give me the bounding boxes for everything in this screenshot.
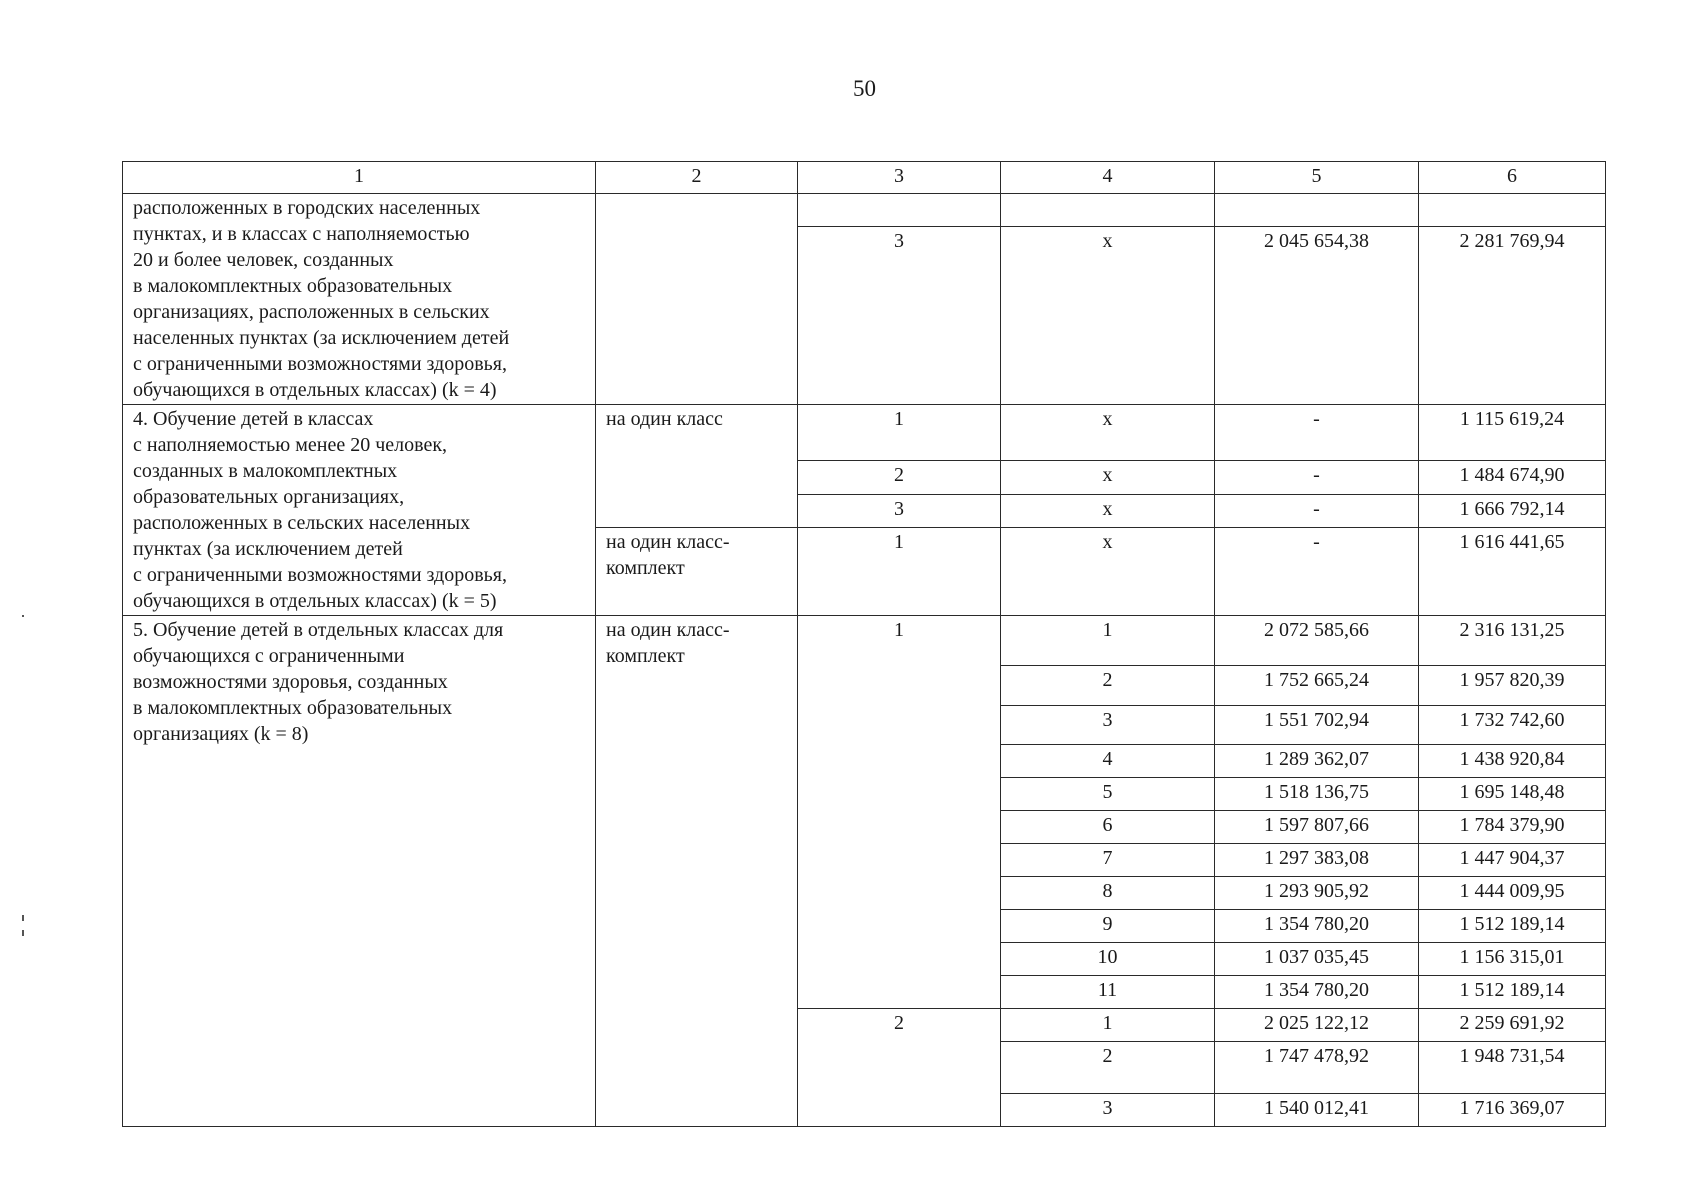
section-k8-col6: 1 957 820,39 — [1419, 666, 1606, 706]
section-k8-col5: 2 072 585,66 — [1215, 616, 1419, 666]
section-k5-unit-class: на один класс — [596, 405, 798, 528]
section-k8-col5: 1 037 035,45 — [1215, 943, 1419, 976]
header-col-2: 2 — [596, 162, 798, 194]
section-k8-col4: 10 — [1001, 943, 1215, 976]
scan-speck — [22, 930, 24, 936]
section-k5-unit-complex: на один класс- комплект — [596, 528, 798, 616]
page-number: 50 — [853, 76, 876, 101]
section-k5-col6: 1 666 792,14 — [1419, 494, 1606, 528]
section-k5-col6: 1 115 619,24 — [1419, 405, 1606, 461]
scan-speck — [22, 915, 24, 921]
section-k8-col4: 8 — [1001, 877, 1215, 910]
header-col-3: 3 — [798, 162, 1001, 194]
section-k8-col4: 9 — [1001, 910, 1215, 943]
table-row — [123, 405, 1606, 461]
section-k4-description: расположенных в городских населенных пунктах, и в классах с наполняемостью 20 и более человек, созданных в малокомплектных образовательных организациях, расположенных в сельских населенных пунктах (за исключением детей с ограниченными возможностями здоровья, обучающихся в отдельных классах) (k = 4) — [123, 194, 596, 405]
dash-cell: - — [1215, 528, 1419, 616]
section-k8-col5: 1 752 665,24 — [1215, 666, 1419, 706]
section-k8-col6: 1 716 369,07 — [1419, 1094, 1606, 1127]
section-k8-col6: 1 948 731,54 — [1419, 1042, 1606, 1094]
section-k8-col6: 2 259 691,92 — [1419, 1009, 1606, 1042]
section-k8-col4: 6 — [1001, 811, 1215, 844]
section-k5-col3: 1 — [798, 528, 1001, 616]
dash-cell: - — [1215, 405, 1419, 461]
empty-cell — [798, 194, 1001, 227]
section-k8-col5: 1 354 780,20 — [1215, 910, 1419, 943]
section-k8-col5: 1 518 136,75 — [1215, 778, 1419, 811]
table-row — [123, 194, 1606, 227]
header-col-5: 5 — [1215, 162, 1419, 194]
empty-cell — [1001, 194, 1215, 227]
section-k8-unit: на один класс- комплект — [596, 616, 798, 1127]
header-col-6: 6 — [1419, 162, 1606, 194]
section-k8-col5: 1 293 905,92 — [1215, 877, 1419, 910]
table-row — [123, 616, 1606, 666]
section-k8-col4: 7 — [1001, 844, 1215, 877]
section-k8-description: 5. Обучение детей в отдельных классах для обучающихся с ограниченными возможностями здоровья, созданных в малокомплектных образовательных организациях (k = 8) — [123, 616, 596, 1127]
section-k8-group-1: 1 — [798, 616, 1001, 1009]
section-k8-col4: 4 — [1001, 745, 1215, 778]
section-k8-col6: 1 444 009,95 — [1419, 877, 1606, 910]
section-k8-col5: 1 597 807,66 — [1215, 811, 1419, 844]
empty-cell — [1215, 194, 1419, 227]
section-k4-col3: 3 — [798, 227, 1001, 405]
section-k5-col3: 2 — [798, 461, 1001, 495]
section-k8-col6: 1 695 148,48 — [1419, 778, 1606, 811]
tariff-table — [122, 161, 1606, 1127]
header-col-4: 4 — [1001, 162, 1215, 194]
section-k8-col5: 1 354 780,20 — [1215, 976, 1419, 1009]
x-mark: x — [1001, 227, 1215, 405]
section-k8-col6: 1 732 742,60 — [1419, 706, 1606, 745]
section-k8-col6: 1 438 920,84 — [1419, 745, 1606, 778]
section-k5-col6: 1 484 674,90 — [1419, 461, 1606, 495]
section-k8-col5: 2 025 122,12 — [1215, 1009, 1419, 1042]
section-k8-col6: 1 156 315,01 — [1419, 943, 1606, 976]
section-k5-col6: 1 616 441,65 — [1419, 528, 1606, 616]
section-k5-col3: 1 — [798, 405, 1001, 461]
section-k8-col4: 2 — [1001, 666, 1215, 706]
section-k8-col5: 1 289 362,07 — [1215, 745, 1419, 778]
x-mark: x — [1001, 461, 1215, 495]
section-k8-col4: 11 — [1001, 976, 1215, 1009]
section-k8-col6: 1 512 189,14 — [1419, 976, 1606, 1009]
section-k8-col6: 1 512 189,14 — [1419, 910, 1606, 943]
section-k8-col6: 1 447 904,37 — [1419, 844, 1606, 877]
section-k8-col6: 1 784 379,90 — [1419, 811, 1606, 844]
empty-cell — [1419, 194, 1606, 227]
dash-cell: - — [1215, 461, 1419, 495]
dash-cell: - — [1215, 494, 1419, 528]
section-k4-col6: 2 281 769,94 — [1419, 227, 1606, 405]
header-col-1: 1 — [123, 162, 596, 194]
section-k8-col4: 1 — [1001, 616, 1215, 666]
x-mark: x — [1001, 528, 1215, 616]
section-k8-group-2: 2 — [798, 1009, 1001, 1127]
section-k4-unit — [596, 194, 798, 405]
section-k8-col4: 2 — [1001, 1042, 1215, 1094]
section-k8-col5: 1 540 012,41 — [1215, 1094, 1419, 1127]
section-k8-col4: 5 — [1001, 778, 1215, 811]
section-k5-col3: 3 — [798, 494, 1001, 528]
section-k8-col4: 3 — [1001, 706, 1215, 745]
header-row — [123, 162, 1606, 194]
section-k8-col5: 1 297 383,08 — [1215, 844, 1419, 877]
scan-speck — [22, 615, 24, 617]
x-mark: x — [1001, 405, 1215, 461]
x-mark: x — [1001, 494, 1215, 528]
section-k8-col5: 1 551 702,94 — [1215, 706, 1419, 745]
section-k5-description: 4. Обучение детей в классах с наполняемостью менее 20 человек, созданных в малокомплектных образовательных организациях, расположенных в сельских населенных пунктах (за исключением детей с ограниченными возможностями здоровья, обучающихся в отдельных классах) (k = 5) — [123, 405, 596, 616]
section-k8-col6: 2 316 131,25 — [1419, 616, 1606, 666]
section-k8-col5: 1 747 478,92 — [1215, 1042, 1419, 1094]
section-k8-col4: 1 — [1001, 1009, 1215, 1042]
section-k8-col4: 3 — [1001, 1094, 1215, 1127]
section-k4-col5: 2 045 654,38 — [1215, 227, 1419, 405]
